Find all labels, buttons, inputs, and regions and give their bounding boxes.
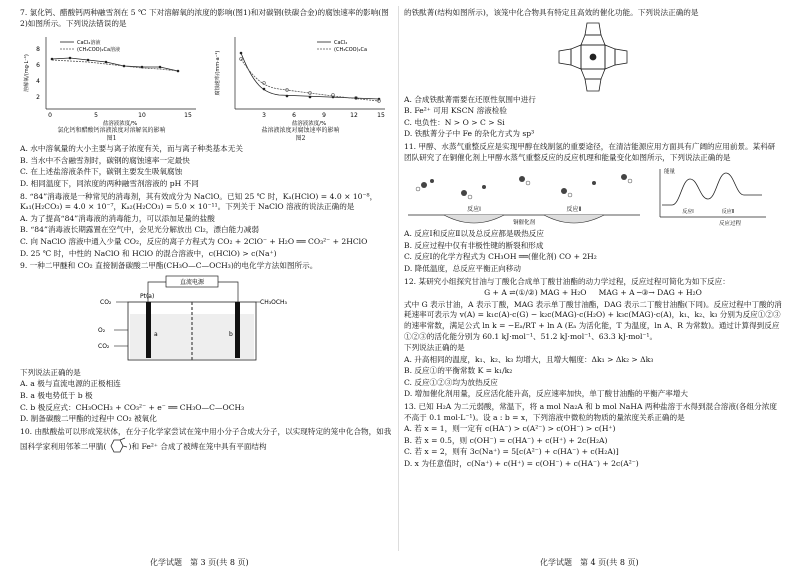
fig1-label: 图1 xyxy=(106,135,117,143)
q12-stem: 12. 某研究小组探究甘油与丁酸化合成单丁酸甘油酯的动力学过程，反应过程可简化为如下反应： xyxy=(404,276,730,286)
reaction-mechanism-diagram xyxy=(404,165,644,227)
process-axis-label: 反应过程 xyxy=(718,221,742,228)
o2-label: O₂ xyxy=(98,326,106,334)
q7-option-d: D. 相同温度下，同浓度的两种融雪剂溶液的 pH 不同 xyxy=(20,178,199,188)
question-13 xyxy=(404,402,782,470)
svg-text:反应Ⅰ: 反应Ⅰ xyxy=(682,209,694,216)
svg-text:15: 15 xyxy=(377,112,385,120)
q12-body: 式中 G 表示甘油，A 表示丁酸，MAG 表示单丁酸甘油酯，DAG 表示二丁酸甘油酯(下同)。反应过程中丁酸的消耗速率可表示为 v(A) = k₁c(A)·c(G) − k₂c(MAG)·c(H₂O) + k₃c(MAG)·c(A)，k₁、k₂、k₃ 分别为反应①②③的速率常数，满足公式 ln k = −Eₐ/RT + ln A (Eₐ 为活化能，T 为温度，ln A、R 为常数)。通过计算得到反应①②③的活化能分别为 60.1 kJ·mol⁻¹、51.2 kJ·mol⁻¹、63.3 kJ·mol⁻¹。 xyxy=(404,299,782,341)
co2-inlet-b: CO₂ xyxy=(98,342,110,350)
q9-after: 下列说法正确的是 xyxy=(20,367,81,377)
svg-text:0: 0 xyxy=(48,112,52,120)
catalyst-label: 铜催化剂 xyxy=(512,220,536,227)
q10-option-d: D. 铁酞菁分子中 Fe 的杂化方式为 sp³ xyxy=(404,129,535,139)
fig2-legend-b: (CH₃COO)₂Ca xyxy=(334,47,368,54)
column-divider xyxy=(398,6,399,551)
question-12 xyxy=(404,277,782,401)
fig1-xlabel: 盐溶液浓度/% xyxy=(102,121,138,128)
q9-option-d: D. 制备碳酸二甲酯的过程中 CO₂ 被氧化 xyxy=(20,414,157,424)
svg-text:9: 9 xyxy=(322,112,326,120)
fig2-xlabel: 盐溶液浓度/% xyxy=(291,121,327,128)
electrolysis-diagram xyxy=(20,274,392,366)
q8-stem: 8. “84”消毒液是一种常见的消毒剂，其有效成分为 NaClO。已知 25 ℃ 时，Kₐ(HClO) = 4.0 × 10⁻⁸，Kₐ₁(H₂CO₃) = 4.0 × 10⁻⁷，Kₐ₂(H₂CO₃) = 5.0 × 10⁻¹¹。下列关于 NaClO 溶液的说法正确的是 xyxy=(20,191,378,212)
reaction-2-label: 反应Ⅱ xyxy=(566,206,582,214)
q13-option-b: B. 若 x = 0.5，则 c(OH⁻) = c(HA⁻) + c(H⁺) + 2c(H₂A) xyxy=(404,435,608,445)
q12-after: 下列说法正确的是 xyxy=(404,343,465,353)
svg-text:15: 15 xyxy=(184,112,192,120)
q7-option-c: C. 在上述盐溶液条件下，碳钢主要发生吸氧腐蚀 xyxy=(20,167,183,177)
q7-figures xyxy=(20,31,392,143)
pt-electrode-label: Pt(a) xyxy=(140,292,155,300)
left-column xyxy=(20,8,392,458)
fig1-ytick: 4 xyxy=(36,78,40,86)
q12-option-d: D. 增加催化剂用量，反应活化能升高，反应速率加快，单丁酸甘油酯的平衡产率增大 xyxy=(404,389,689,399)
phthalonitrile-structure-icon xyxy=(107,437,129,457)
q10-option-c: C. 电负性：N > O > C > Si xyxy=(404,117,505,127)
question-8 xyxy=(20,192,392,260)
question-10 xyxy=(20,427,392,458)
q7-figure-1 xyxy=(20,31,203,143)
svg-text:6: 6 xyxy=(292,112,296,120)
q11-figures xyxy=(404,165,782,227)
q12-option-c: C. 反应①②③均为放热反应 xyxy=(404,377,498,387)
energy-axis-label: 能量 xyxy=(664,169,676,176)
q12-option-a: A. 升高相同的温度，k₁、k₂、k₃ 均增大，且增大幅度：Δk₁ > Δk₂ > Δk₃ xyxy=(404,354,654,364)
fig1-ytick: 2 xyxy=(36,94,40,102)
electrode-b-label: b xyxy=(229,330,233,338)
q10-continuation: 的铁酞菁(结构如图所示)，该笼中化合物具有特定且高效的催化功能。下列说法正确的是 xyxy=(404,8,699,17)
svg-text:3: 3 xyxy=(262,112,266,120)
svg-text:10: 10 xyxy=(138,112,146,120)
right-column xyxy=(404,8,782,471)
q10-stem: 10. 由酞酸盐可以形成笼状体，在分子化学家尝试在笼中用小分子合成大分子，以实现特定的笼中化合物，如我国科学家利用邻苯二甲腈( xyxy=(20,426,392,452)
q8-option-c: C. 向 NaClO 溶液中通入少量 CO₂，反应的离子方程式为 CO₂ + 2ClO⁻ + H₂O ══ CO₃²⁻ + 2HClO xyxy=(20,236,368,246)
q8-option-d: D. 25 ℃ 时，中性的 NaClO 和 HClO 的混合溶液中，c(HClO) > c(Na⁺) xyxy=(20,248,277,258)
q12-option-b: B. 反应①的平衡常数 K = k₁/k₂ xyxy=(404,366,513,376)
q13-option-a: A. 若 x = 1，则一定有 c(HA⁻) > c(A²⁻) > c(OH⁻) > c(H⁺) xyxy=(404,424,616,434)
power-supply-label: 直流电源 xyxy=(179,278,205,286)
fig2-chart xyxy=(209,31,389,127)
co2-inlet-a: CO₂ xyxy=(100,298,112,306)
q12-equation-2: MAG + A ─③→ DAG + H₂O xyxy=(598,288,702,298)
q9-option-b: B. a 极电势低于 b 极 xyxy=(20,390,93,400)
q9-option-a: A. a 极与直流电源的正极相连 xyxy=(20,379,121,389)
q7-option-a: A. 水中溶氧量的大小主要与离子浓度有关，而与离子种类基本无关 xyxy=(20,144,243,154)
svg-text:12: 12 xyxy=(350,112,358,120)
fig1-chart xyxy=(20,31,200,127)
q10-option-a: A. 合成铁酞菁需要在还原性氛围中进行 xyxy=(404,94,536,104)
q7-stem: 7. 氯化钙、醋酸钙两种融雪剂在 5 ℃ 下对溶解氧的浓度的影响(图1)和对碳钢(铁碳合金)的腐蚀速率的影响(图2)如图所示。下列说法错误的是 xyxy=(20,8,389,28)
q8-option-b: B. “84”消毒液长期露置在空气中，会见光分解放出 Cl₂，漂白能力减弱 xyxy=(20,225,259,235)
fig1-subcaption: 氯化钙和醋酸钙溶液浓度对溶解氧的影响 xyxy=(57,127,166,135)
question-7 xyxy=(20,8,392,190)
q8-option-a: A. 为了提高“84”消毒液的消毒能力，可以添加足量的盐酸 xyxy=(20,213,215,223)
electrode-a-label: a xyxy=(154,330,158,338)
iron-phthalocyanine-structure xyxy=(404,20,782,94)
fig2-ylabel: 腐蚀速率/(mm·a⁻¹) xyxy=(215,50,221,96)
q9-stem: 9. 一种二甲醚和 CO₂ 直接制备碳酸二甲酯(CH₃O—C—OCH₃)的电化学方法如图所示。 xyxy=(20,261,318,271)
fig1-legend-b: (CH₃COO)₂Ca溶液 xyxy=(77,47,121,54)
q11-option-a: A. 反应Ⅰ和反应Ⅱ以及总反应都是吸热反应 xyxy=(404,229,544,239)
q11-option-c: C. 反应Ⅰ的化学方程式为 CH₃OH ══(催化剂) CO + 2H₂ xyxy=(404,252,597,262)
fig2-legend-a: CaCl₂ xyxy=(334,40,348,47)
question-11 xyxy=(404,142,782,275)
fig1-ytick: 8 xyxy=(36,46,40,54)
energy-profile-chart xyxy=(650,165,770,227)
page-footer-left: 化学试题 第 3 页(共 8 页) xyxy=(150,558,249,567)
q13-option-d: D. x 为任意值时，c(Na⁺) + c(H⁺) = c(OH⁻) + c(HA⁻) + 2c(A²⁻) xyxy=(404,459,639,469)
fig2-subcaption: 盐溶液浓度对腐蚀速率的影响 xyxy=(261,127,340,135)
q11-option-b: B. 反应过程中仅有非极性键的断裂和形成 xyxy=(404,240,544,250)
q7-option-b: B. 当水中不含融雪剂时，碳钢的腐蚀速率一定最快 xyxy=(20,155,190,165)
q11-stem: 11. 甲醇、水蒸气重整反应是实现甲醇在线制氢的重要途径，在清洁能源应用方面具有广阔的应用前景。某科研团队研究了在铜催化剂上甲醇水蒸气重整反应的反应机理和能量变化如图所示，下列说法正确的是 xyxy=(404,141,776,162)
q10-option-b: B. Fe²⁺ 可用 KSCN 溶液检验 xyxy=(404,106,507,116)
q12-equation-1: G + A ⇌(①/②) MAG + H₂O xyxy=(484,288,587,298)
question-9 xyxy=(20,261,392,425)
page-footer-right: 化学试题 第 4 页(共 8 页) xyxy=(540,558,639,567)
q11-option-d: D. 降低温度，总反应平衡正向移动 xyxy=(404,263,521,273)
fig1-legend-a: CaCl₂溶液 xyxy=(77,40,101,47)
q13-option-c: C. 若 x = 2，则有 3c(Na⁺) = 5[c(A²⁻) + c(HA⁻) + c(H₂A)] xyxy=(404,447,619,457)
q9-option-c: C. b 极反应式：CH₃OCH₃ + CO₃²⁻ + e⁻ ══ CH₃O—C—OCH₃ xyxy=(20,402,245,412)
product-label: CH₃OCH₃ xyxy=(260,298,287,306)
svg-text:反应Ⅱ: 反应Ⅱ xyxy=(721,209,735,216)
svg-text:5: 5 xyxy=(94,112,98,120)
fig1-ytick: 6 xyxy=(36,62,40,70)
fig2-label: 图2 xyxy=(295,135,306,143)
q7-figure-2 xyxy=(209,31,392,143)
fig1-ylabel: 溶解氧/(mg·L⁻¹) xyxy=(24,54,30,93)
reaction-1-label: 反应Ⅰ xyxy=(467,206,481,214)
q10-stem-continued: )和 Fe²⁺ 合成了被缚在笼中具有平面结构 xyxy=(128,442,267,452)
q13-stem: 13. 已知 H₂A 为二元弱酸，常温下，将 a mol Na₂A 和 b mol NaHA 两种盐溶于水得到混合溶液(各组分浓度不高于 0.1 mol·L⁻¹)。设 a : b = x，下列溶液中微粒的物质的量浓度关系正确的是 xyxy=(404,402,777,422)
